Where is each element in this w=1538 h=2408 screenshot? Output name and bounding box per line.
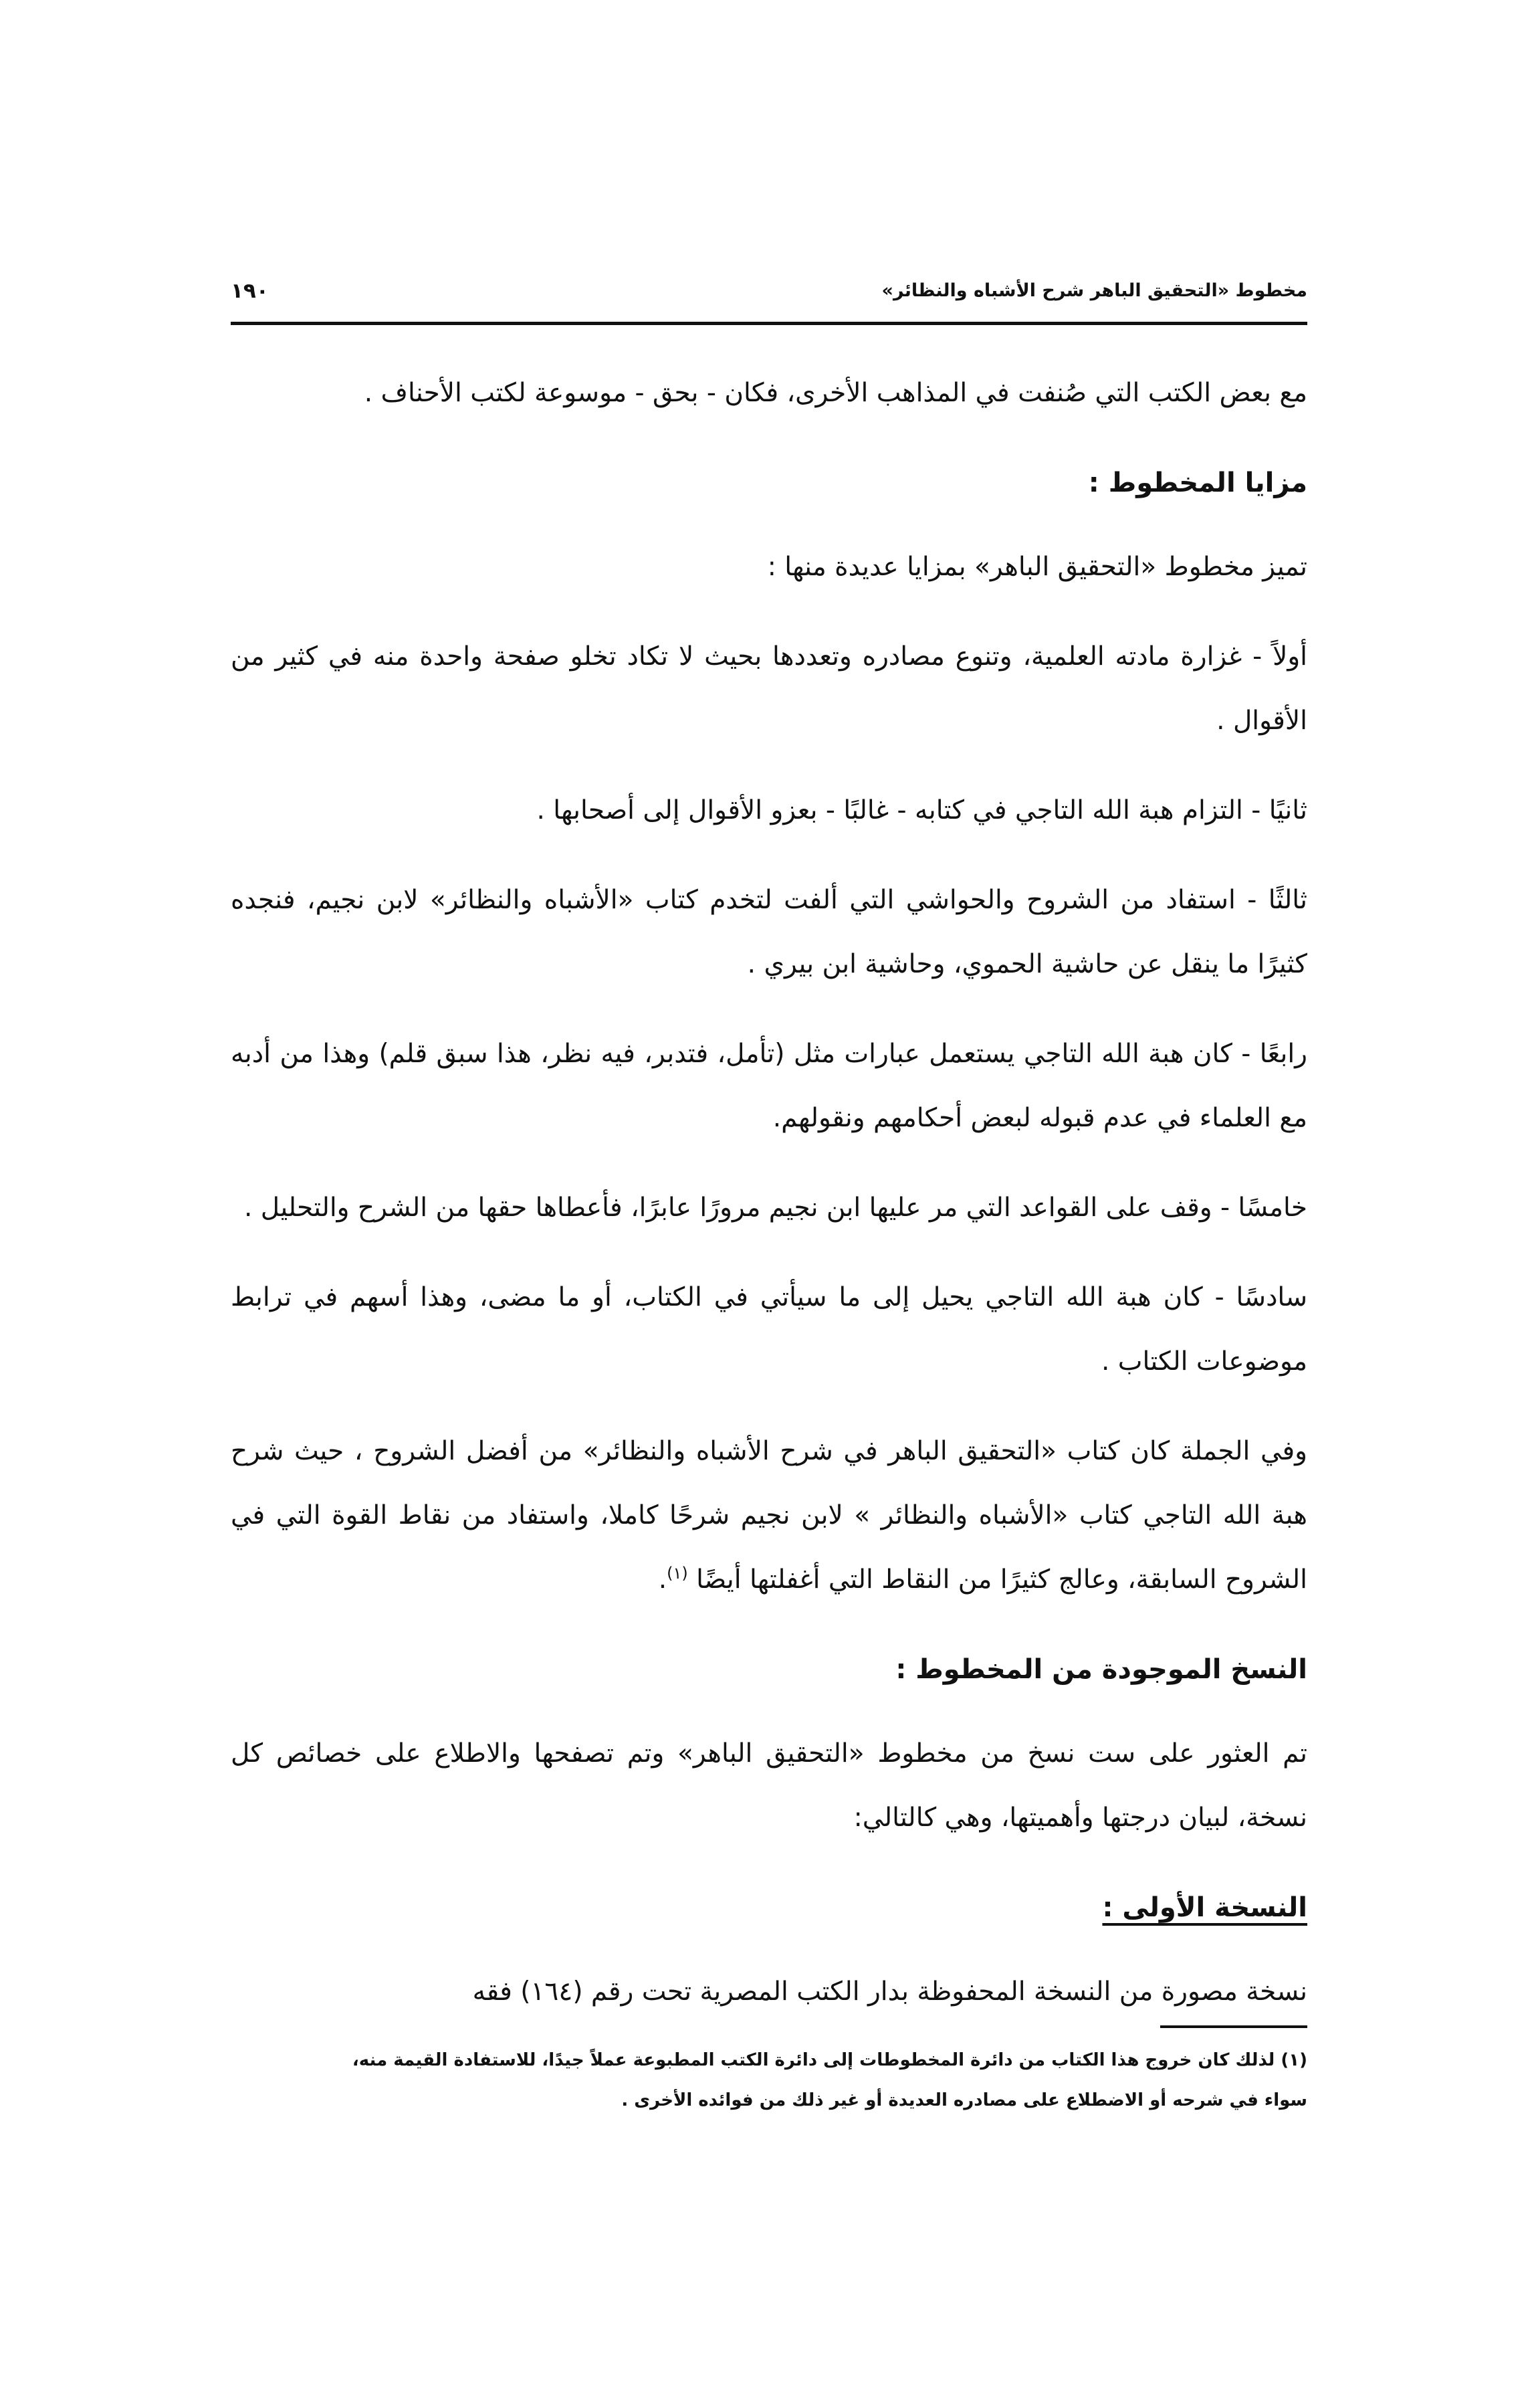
heading-features: مزايا المخطوط : (1088, 468, 1307, 498)
feature-3: ثالثًا - استفاد من الشروح والحواشي التي ألفت لتخدم كتاب «الأشباه والنظائر» لابن نجيم، فنجده كثيرًا ما ينقل عن حاشية الحموي، وحاشية ابن بيري . (231, 885, 1307, 979)
features-lead: تميز مخطوط «التحقيق الباهر» بمزايا عديدة منها : (767, 552, 1307, 582)
feature-4: رابعًا - كان هبة الله التاجي يستعمل عبارات مثل (تأمل، فتدبر، فيه نظر، هذا سبق قلم) وهذا من أدبه مع العلماء في عدم قبوله لبعض أحكامهم ونقولهم. (231, 1039, 1307, 1133)
summary-text: وفي الجملة كان كتاب «التحقيق الباهر في شرح الأشباه والنظائر» من أفضل الشروح ، حيث شرح هبة الله التاجي كتاب «الأشباه والنظائر » لابن نجيم شرحًا كاملا، واستفاد من نقاط القوة التي في الشروح السابقة، وعالج كثيرًا من النقاط التي أغفلتها أيضًا (231, 1436, 1307, 1595)
feature-2: ثانيًا - التزام هبة الله التاجي في كتابه - غالبًا - بعزو الأقوال إلى أصحابها . (536, 795, 1307, 825)
summary-paragraph (231, 1419, 1307, 1612)
feature-1: أولاً - غزارة مادته العلمية، وتنوع مصادره وتعددها بحيث لا تكاد تخلو صفحة واحدة منه في كثير من الأقوال . (231, 641, 1307, 736)
first-copy-paragraph: نسخة مصورة من النسخة المحفوظة بدار الكتب المصرية تحت رقم (١٦٤) فقه (472, 1977, 1307, 2007)
feature-5: خامسًا - وقف على القواعد التي مر عليها ابن نجيم مرورًا عابرًا، فأعطاها حقها من الشرح والتحليل . (244, 1193, 1307, 1223)
footnote-line-1: (١) لذلك كان خروج هذا الكتاب من دائرة المخطوطات إلى دائرة الكتب المطبوعة عملاً جيدًا، للاستفادة القيمة منه، (352, 2050, 1307, 2070)
footnote-line-2: سواء في شرحه أو الاضطلاع على مصادره العديدة أو غير ذلك من فوائده الأخرى . (621, 2090, 1307, 2110)
footnote-separator (1160, 2025, 1307, 2028)
footnote-reference: (١) (667, 1564, 688, 1583)
summary-end: . (658, 1565, 667, 1595)
heading-first-copy (231, 1876, 1307, 1940)
feature-6: سادسًا - كان هبة الله التاجي يحيل إلى ما سيأتي في الكتاب، أو ما مضى، وهذا أسهم في ترابط موضوعات الكتاب . (231, 1282, 1307, 1377)
copies-paragraph: تم العثور على ست نسخ من مخطوط «التحقيق الباهر» وتم تصفحها والاطلاع على خصائص كل نسخة، لبيان درجتها وأهميتها، وهي كالتالي: (231, 1738, 1307, 1833)
heading-copies: النسخ الموجودة من المخطوط : (895, 1654, 1307, 1685)
intro-paragraph: مع بعض الكتب التي صُنفت في المذاهب الأخرى، فكان - بحق - موسوعة لكتب الأحناف . (364, 378, 1307, 408)
body-text (231, 361, 1307, 2049)
footnotes (231, 2040, 1307, 2120)
page-number: ١٩٠ (231, 279, 269, 303)
header-title: مخطوط «التحقيق الباهر شرح الأشباه والنظائر» (881, 280, 1307, 301)
heading-first-copy-text: النسخة الأولى : (1102, 1892, 1307, 1923)
running-header (231, 271, 1307, 325)
